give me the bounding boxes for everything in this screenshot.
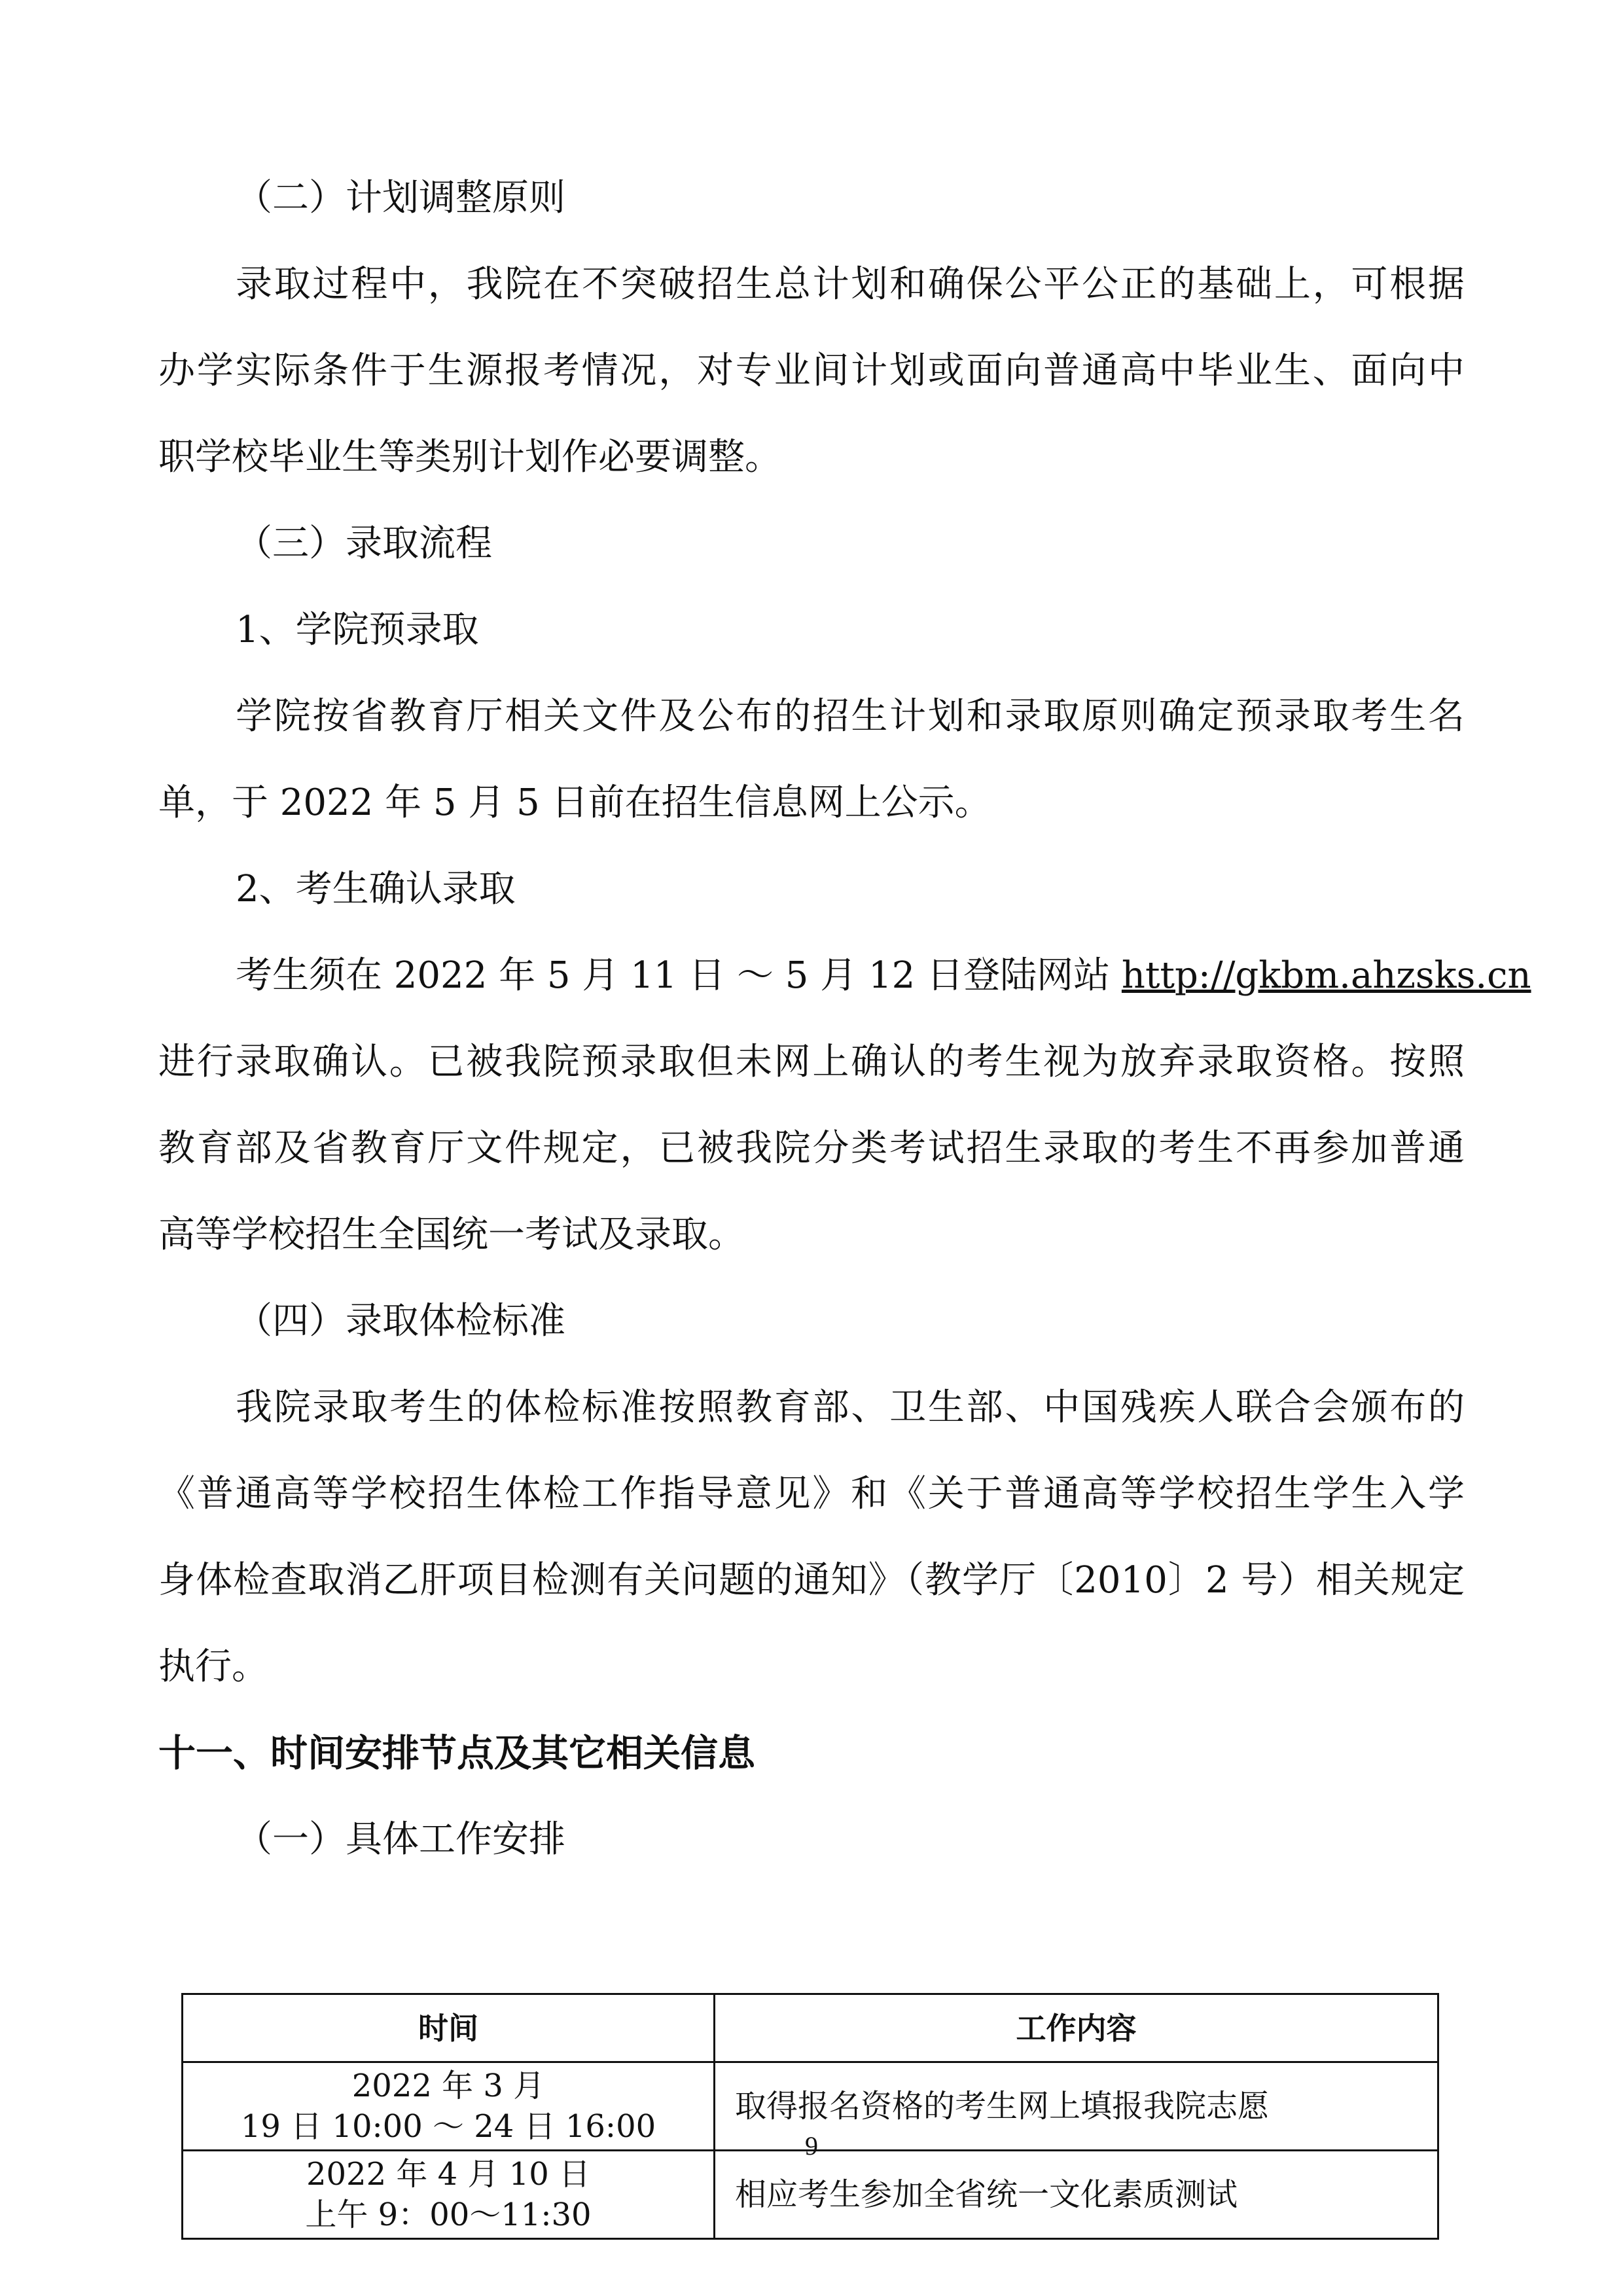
- section-heading-admission-process: （三）录取流程: [236, 522, 492, 565]
- step-heading-confirm-admission: 2、考生确认录取: [236, 868, 516, 910]
- subsection-heading-work-arrangement: （一）具体工作安排: [236, 1818, 565, 1861]
- section-heading-health-standard: （四）录取体检标准: [236, 1300, 565, 1342]
- page-number: 9: [805, 2131, 818, 2161]
- time-line: 19 日 10:00 ～ 24 日 16:00: [240, 2108, 656, 2145]
- paragraph-line: 《普通高等学校招生体检工作指导意见》和《关于普通高等学校招生学生入学: [158, 1473, 1465, 1515]
- table-header-row: [183, 1994, 1438, 2062]
- column-header-work: 工作内容: [715, 1994, 1438, 2062]
- paragraph-line-with-link: [236, 953, 1531, 999]
- paragraph-line: 身体检查取消乙肝项目检测有关问题的通知》（教学厅〔2010〕2 号）相关规定: [158, 1559, 1465, 1602]
- time-line: 2022 年 3 月: [351, 2068, 545, 2104]
- paragraph-line: 我院录取考生的体检标准按照教育部、卫生部、中国残疾人联合会颁布的: [236, 1386, 1465, 1429]
- paragraph-line: 学院按省教育厅相关文件及公布的招生计划和录取原则确定预录取考生名: [236, 695, 1465, 738]
- column-header-time: 时间: [183, 1994, 715, 2062]
- paragraph-text: 考生须在 2022 年 5 月 11 日 ～ 5 月 12 日登陆网站: [236, 954, 1122, 997]
- table-row: [183, 2151, 1438, 2239]
- chapter-heading-schedule: 十一、时间安排节点及其它相关信息: [158, 1732, 755, 1775]
- step-heading-pre-admission: 1、学院预录取: [236, 609, 479, 651]
- registration-website-link[interactable]: http://gkbm.ahzsks.cn: [1121, 954, 1531, 997]
- paragraph-line: 高等学校招生全国统一考试及录取。: [158, 1213, 745, 1256]
- paragraph-line: 执行。: [158, 1645, 268, 1688]
- table-cell-work: 相应考生参加全省统一文化素质测试: [715, 2151, 1438, 2239]
- time-line: 2022 年 4 月 10 日: [306, 2156, 591, 2193]
- table-cell-work: 取得报名资格的考生网上填报我院志愿: [715, 2062, 1438, 2151]
- paragraph-line: 单，于 2022 年 5 月 5 日前在招生信息网上公示。: [158, 781, 991, 824]
- paragraph-line: 教育部及省教育厅文件规定，已被我院分类考试招生录取的考生不再参加普通: [158, 1127, 1465, 1170]
- paragraph-line: 职学校毕业生等类别计划作必要调整。: [158, 436, 781, 478]
- time-line: 上午 9：00～11:30: [305, 2197, 592, 2233]
- schedule-table: [181, 1993, 1439, 2240]
- section-heading-plan-adjustment: （二）计划调整原则: [236, 177, 565, 219]
- paragraph-line: 办学实际条件于生源报考情况，对专业间计划或面向普通高中毕业生、面向中: [158, 350, 1465, 392]
- table-cell-time: [183, 2151, 715, 2239]
- paragraph-line: 录取过程中，我院在不突破招生总计划和确保公平公正的基础上，可根据: [236, 263, 1465, 306]
- paragraph-line: 进行录取确认。已被我院预录取但未网上确认的考生视为放弃录取资格。按照: [158, 1041, 1465, 1083]
